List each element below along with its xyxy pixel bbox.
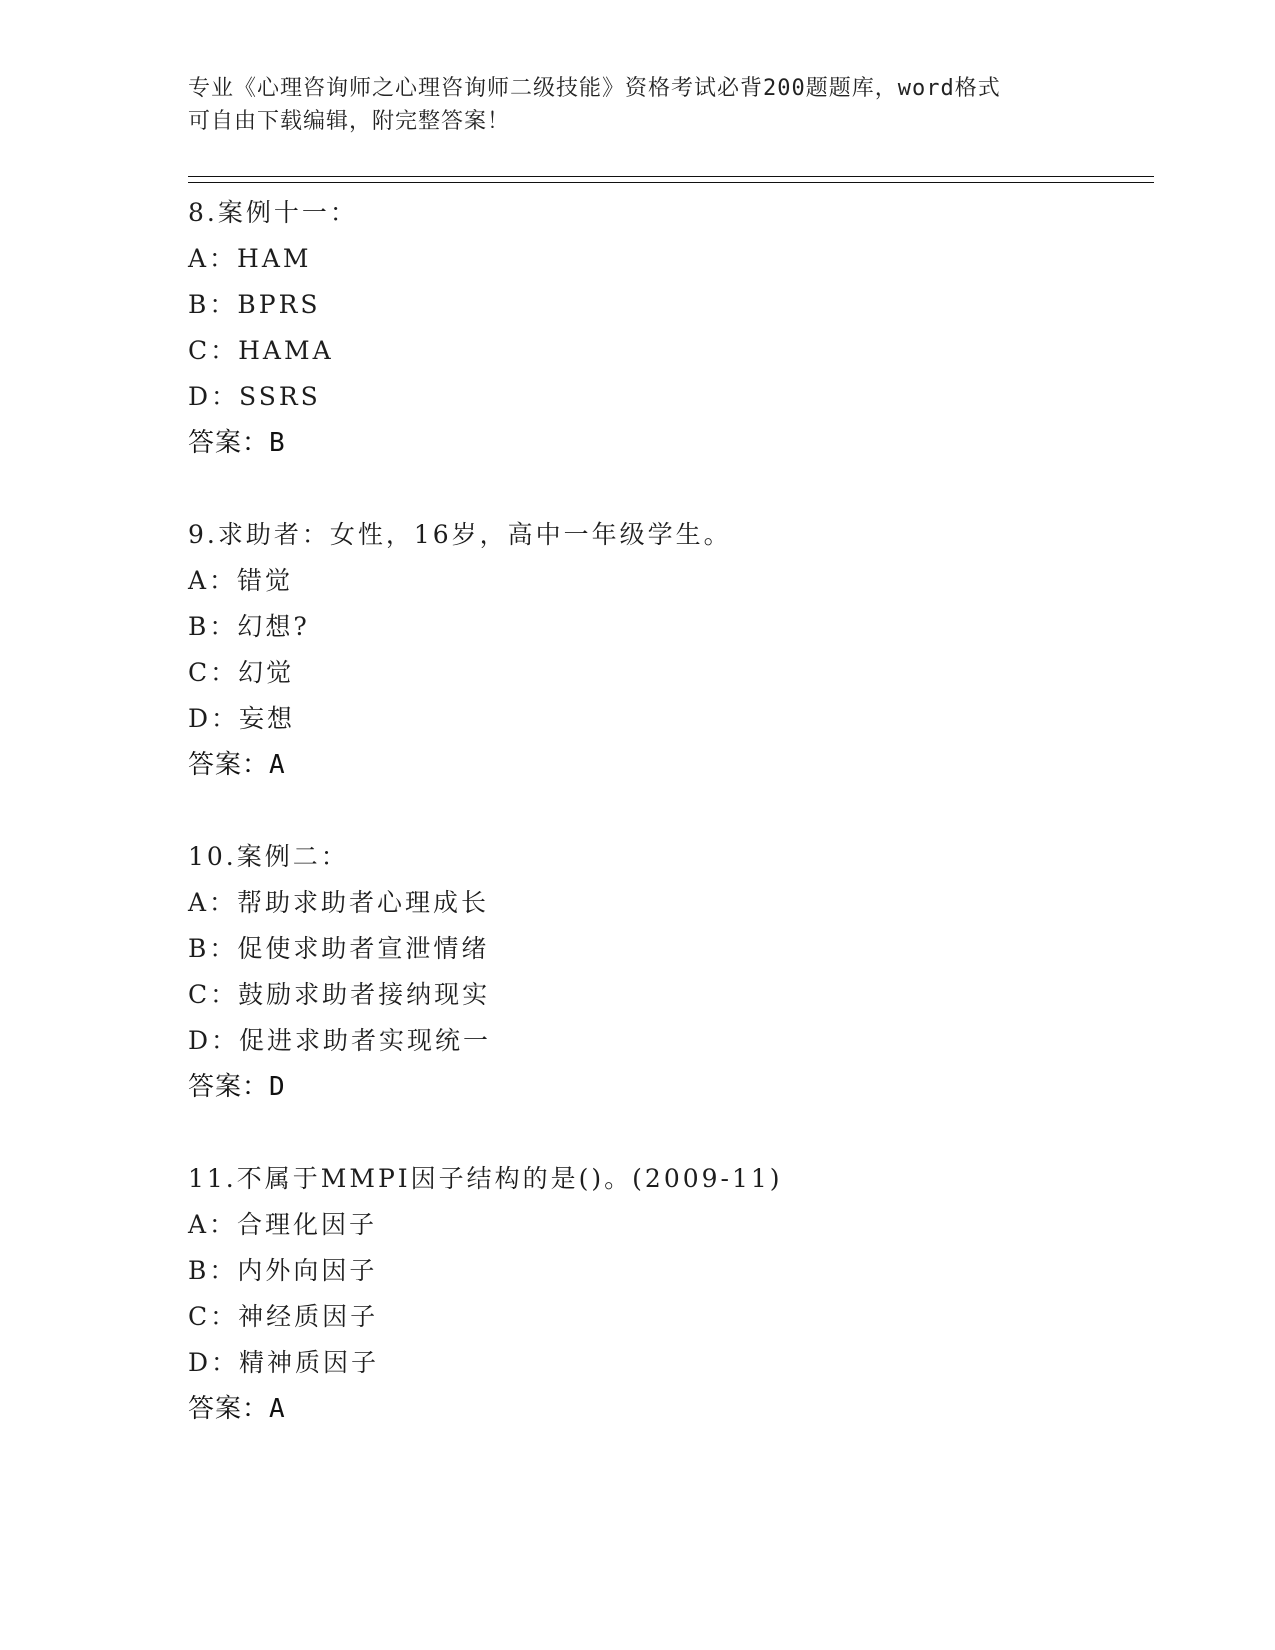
- option-b: B：内外向因子: [188, 1256, 378, 1285]
- option-b: B：促使求助者宣泄情绪: [188, 934, 490, 963]
- header-line-1: 专业《心理咨询师之心理咨询师二级技能》资格考试必背200题题库，word格式: [188, 76, 1001, 101]
- option-c: C：幻觉: [188, 658, 295, 687]
- option-d: D：精神质因子: [188, 1348, 380, 1377]
- header-divider-bottom: [188, 182, 1154, 183]
- question-list: [188, 190, 1148, 1478]
- option-c: C：HAMA: [188, 336, 334, 365]
- option-c: C：神经质因子: [188, 1302, 379, 1331]
- option-c: C：鼓励求助者接纳现实: [188, 980, 491, 1009]
- option-d: D：妄想: [188, 704, 296, 733]
- question-8: [188, 190, 1148, 466]
- header-divider-top: [188, 176, 1154, 177]
- option-b: B：幻想?: [188, 612, 310, 641]
- option-a: A：错觉: [188, 566, 294, 595]
- option-a: A：合理化因子: [188, 1210, 378, 1239]
- option-b: B：BPRS: [188, 290, 321, 319]
- answer-label: 答案：B: [188, 428, 286, 458]
- answer-label: 答案：A: [188, 1394, 286, 1424]
- question-10: [188, 834, 1148, 1110]
- question-stem: 9.求助者：女性，16岁，高中一年级学生。: [188, 520, 732, 549]
- question-11: [188, 1156, 1148, 1432]
- question-stem: 8.案例十一：: [188, 198, 358, 227]
- question-stem: 11.不属于MMPI因子结构的是()。(2009-11): [188, 1164, 783, 1193]
- question-stem: 10.案例二：: [188, 842, 349, 871]
- option-d: D：SSRS: [188, 382, 321, 411]
- document-header: [188, 72, 1088, 138]
- option-a: A：帮助求助者心理成长: [188, 888, 490, 917]
- option-d: D：促进求助者实现统一: [188, 1026, 492, 1055]
- answer-label: 答案：D: [188, 1072, 286, 1102]
- question-9: [188, 512, 1148, 788]
- header-line-2: 可自由下载编辑，附完整答案！: [188, 109, 511, 134]
- answer-label: 答案：A: [188, 750, 286, 780]
- option-a: A：HAM: [188, 244, 312, 273]
